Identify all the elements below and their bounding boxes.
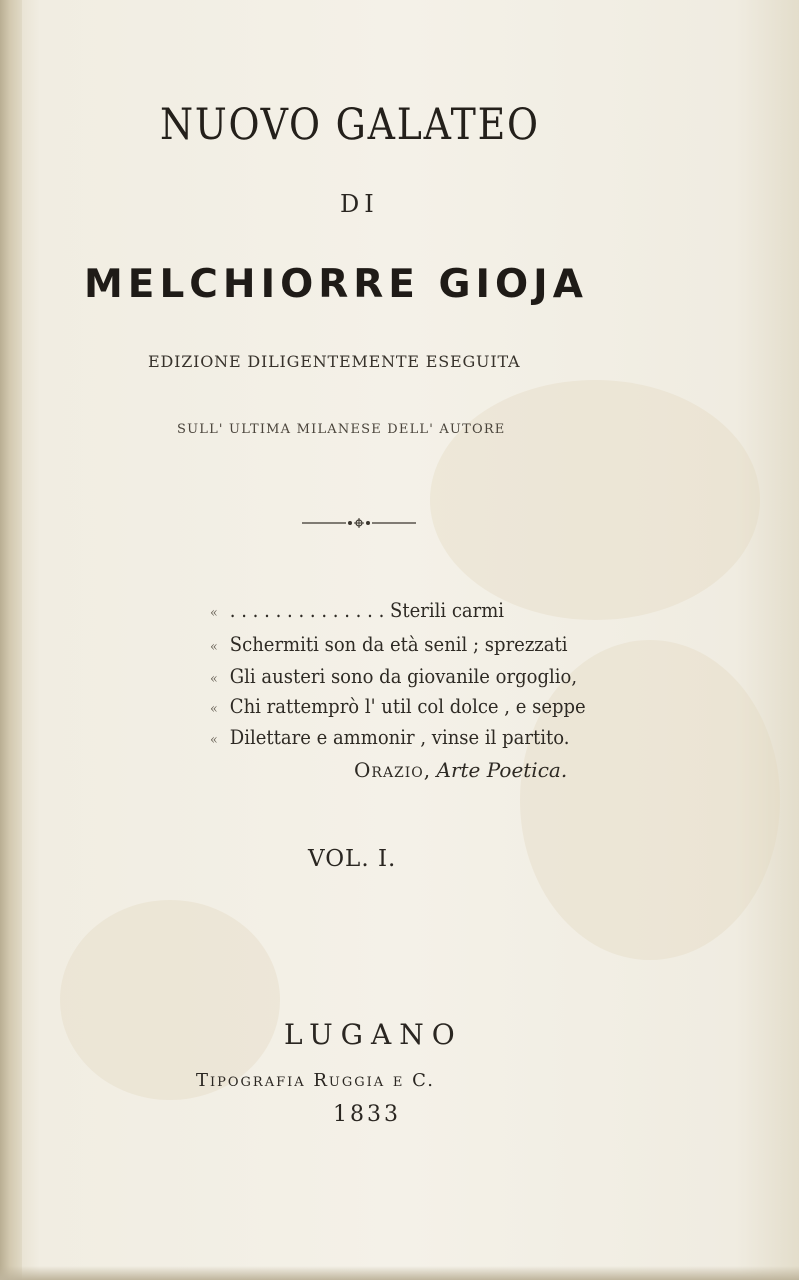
epigraph-line <box>210 632 568 656</box>
by-line: DI <box>340 190 379 218</box>
epigraph-text: . . . . . . . . . . . . . . Sterili carmi <box>229 598 505 622</box>
publication-year: 1833 <box>333 1102 401 1127</box>
epigraph-attribution <box>354 758 567 782</box>
publication-place: LUGANO <box>284 1018 463 1051</box>
quote-mark: « <box>210 732 218 748</box>
volume-number: VOL. I. <box>308 846 397 872</box>
epigraph-text: Chi rattemprò l' util col dolce , e seppe <box>229 694 586 718</box>
attribution-separator: , <box>423 758 431 782</box>
attribution-author: Orazio <box>354 758 424 782</box>
ornament-divider <box>300 516 418 530</box>
edition-line: EDIZIONE DILIGENTEMENTE ESEGUITA <box>148 352 521 371</box>
epigraph-text: Schermiti son da età senil ; sprezzati <box>229 632 568 656</box>
source-line: SULL' ULTIMA MILANESE DELL' AUTORE <box>177 422 506 437</box>
quote-mark: « <box>210 639 218 655</box>
epigraph-text: Dilettare e ammonir , vinse il partito. <box>229 725 570 749</box>
quote-mark: « <box>210 605 218 621</box>
epigraph-text: Gli austeri sono da giovanile orgoglio, <box>229 664 578 688</box>
epigraph-line <box>210 694 586 718</box>
epigraph-line <box>210 598 504 622</box>
author-name: MELCHIORRE GIOJA <box>84 262 588 307</box>
quote-mark: « <box>210 701 218 717</box>
attribution-work: Arte Poetica. <box>436 758 568 782</box>
book-title: NUOVO GALATEO <box>160 100 540 150</box>
quote-mark: « <box>210 671 218 687</box>
epigraph-line <box>210 725 569 749</box>
printer-name: Tipografia Ruggia e C. <box>196 1070 435 1091</box>
epigraph-line <box>210 664 577 688</box>
